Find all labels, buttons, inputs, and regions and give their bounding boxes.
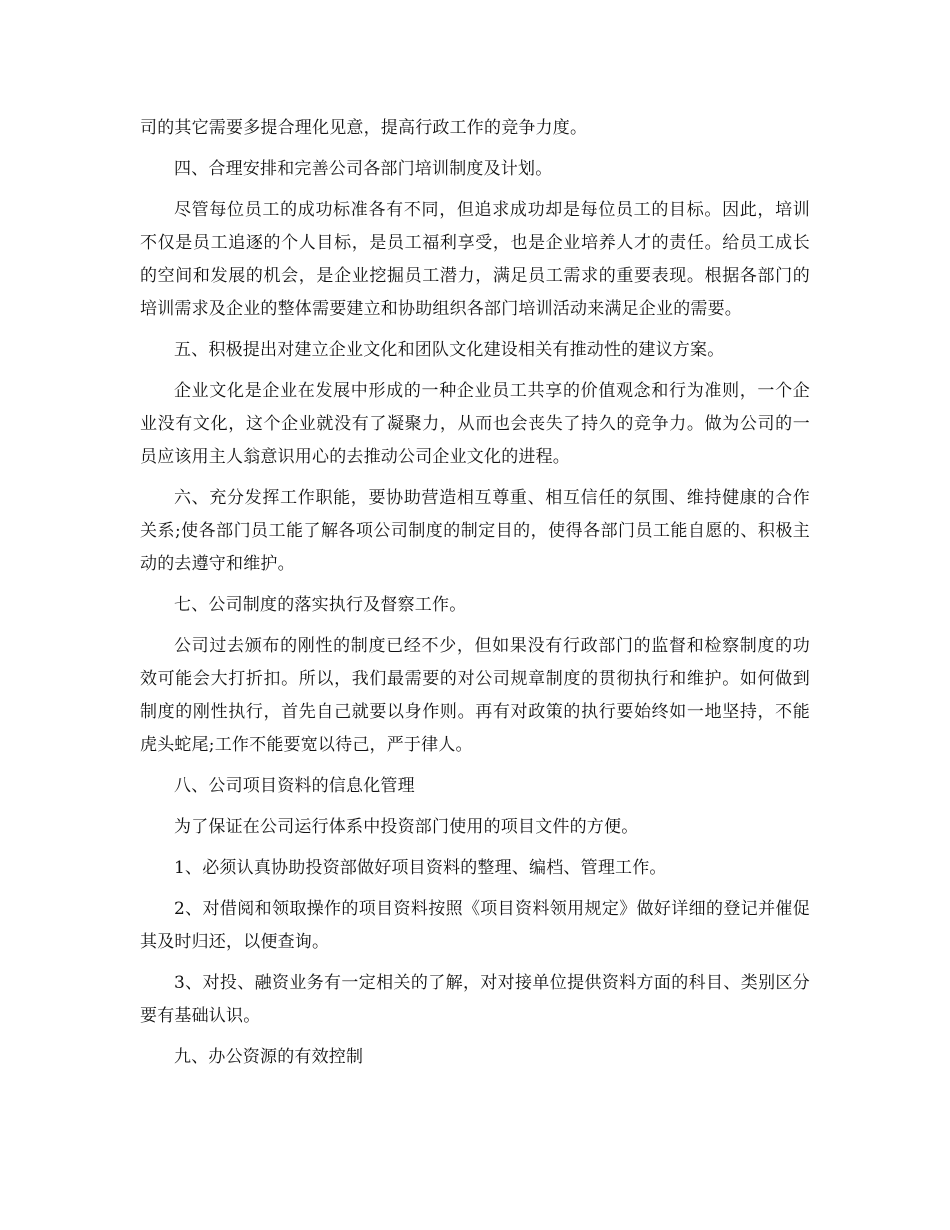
section-heading-4: 四、合理安排和完善公司各部门培训制度及计划。: [174, 159, 553, 179]
paragraph-project-files: 为了保证在公司运行体系中投资部门使用的项目文件的方便。: [174, 817, 639, 837]
section-heading-9: 九、办公资源的有效控制: [174, 1047, 364, 1067]
document-body: [140, 112, 810, 1082]
list-item-1: 1、必须认真协助投资部做好项目资料的整理、编档、管理工作。: [174, 858, 667, 878]
paragraph-culture: 企业文化是企业在发展中形成的一种企业员工共享的价值观念和行为准则，一个企业没有文化，这个企业就没有了凝聚力，从而也会丧失了持久的竞争力。做为公司的一员应该用主人翁意识用心的去推动公司企业文化的进程。: [140, 381, 810, 467]
section-heading-6: 六、充分发挥工作职能，要协助营造相互尊重、相互信任的氛围、维持健康的合作关系;使各部门员工能了解各项公司制度的制定目的，使得各部门员工能自愿的、积极主动的去遵守和维护。: [140, 488, 810, 574]
paragraph-regulations: 公司过去颁布的刚性的制度已经不少，但如果没有行政部门的监督和检察制度的功效可能会大打折扣。所以，我们最需要的对公司规章制度的贯彻执行和维护。如何做到制度的刚性执行，首先自己就要以身作则。再有对政策的执行要始终如一地坚持，不能虎头蛇尾;工作不能要宽以待己，严于律人。: [140, 636, 810, 755]
paragraph-continuation: 司的其它需要多提合理化见意，提高行政工作的竞争力度。: [140, 118, 588, 138]
section-heading-5: 五、积极提出对建立企业文化和团队文化建设相关有推动性的建议方案。: [174, 340, 725, 360]
list-item-2: 2、对借阅和领取操作的项目资料按照《项目资料领用规定》做好详细的登记并催促其及时归还，以便查询。: [140, 899, 810, 952]
section-heading-7: 七、公司制度的落实执行及督察工作。: [174, 595, 467, 615]
list-item-3: 3、对投、融资业务有一定相关的了解，对对接单位提供资料方面的科目、类别区分要有基础认识。: [140, 973, 810, 1026]
paragraph-training: 尽管每位员工的成功标准各有不同，但追求成功却是每位员工的目标。因此，培训不仅是员工追逐的个人目标，是员工福利享受，也是企业培养人才的责任。给员工成长的空间和发展的机会，是企业挖掘员工潜力，满足员工需求的重要表现。根据各部门的培训需求及企业的整体需要建立和协助组织各部门培训活动来满足企业的需要。: [140, 200, 810, 319]
section-heading-8: 八、公司项目资料的信息化管理: [174, 776, 415, 796]
